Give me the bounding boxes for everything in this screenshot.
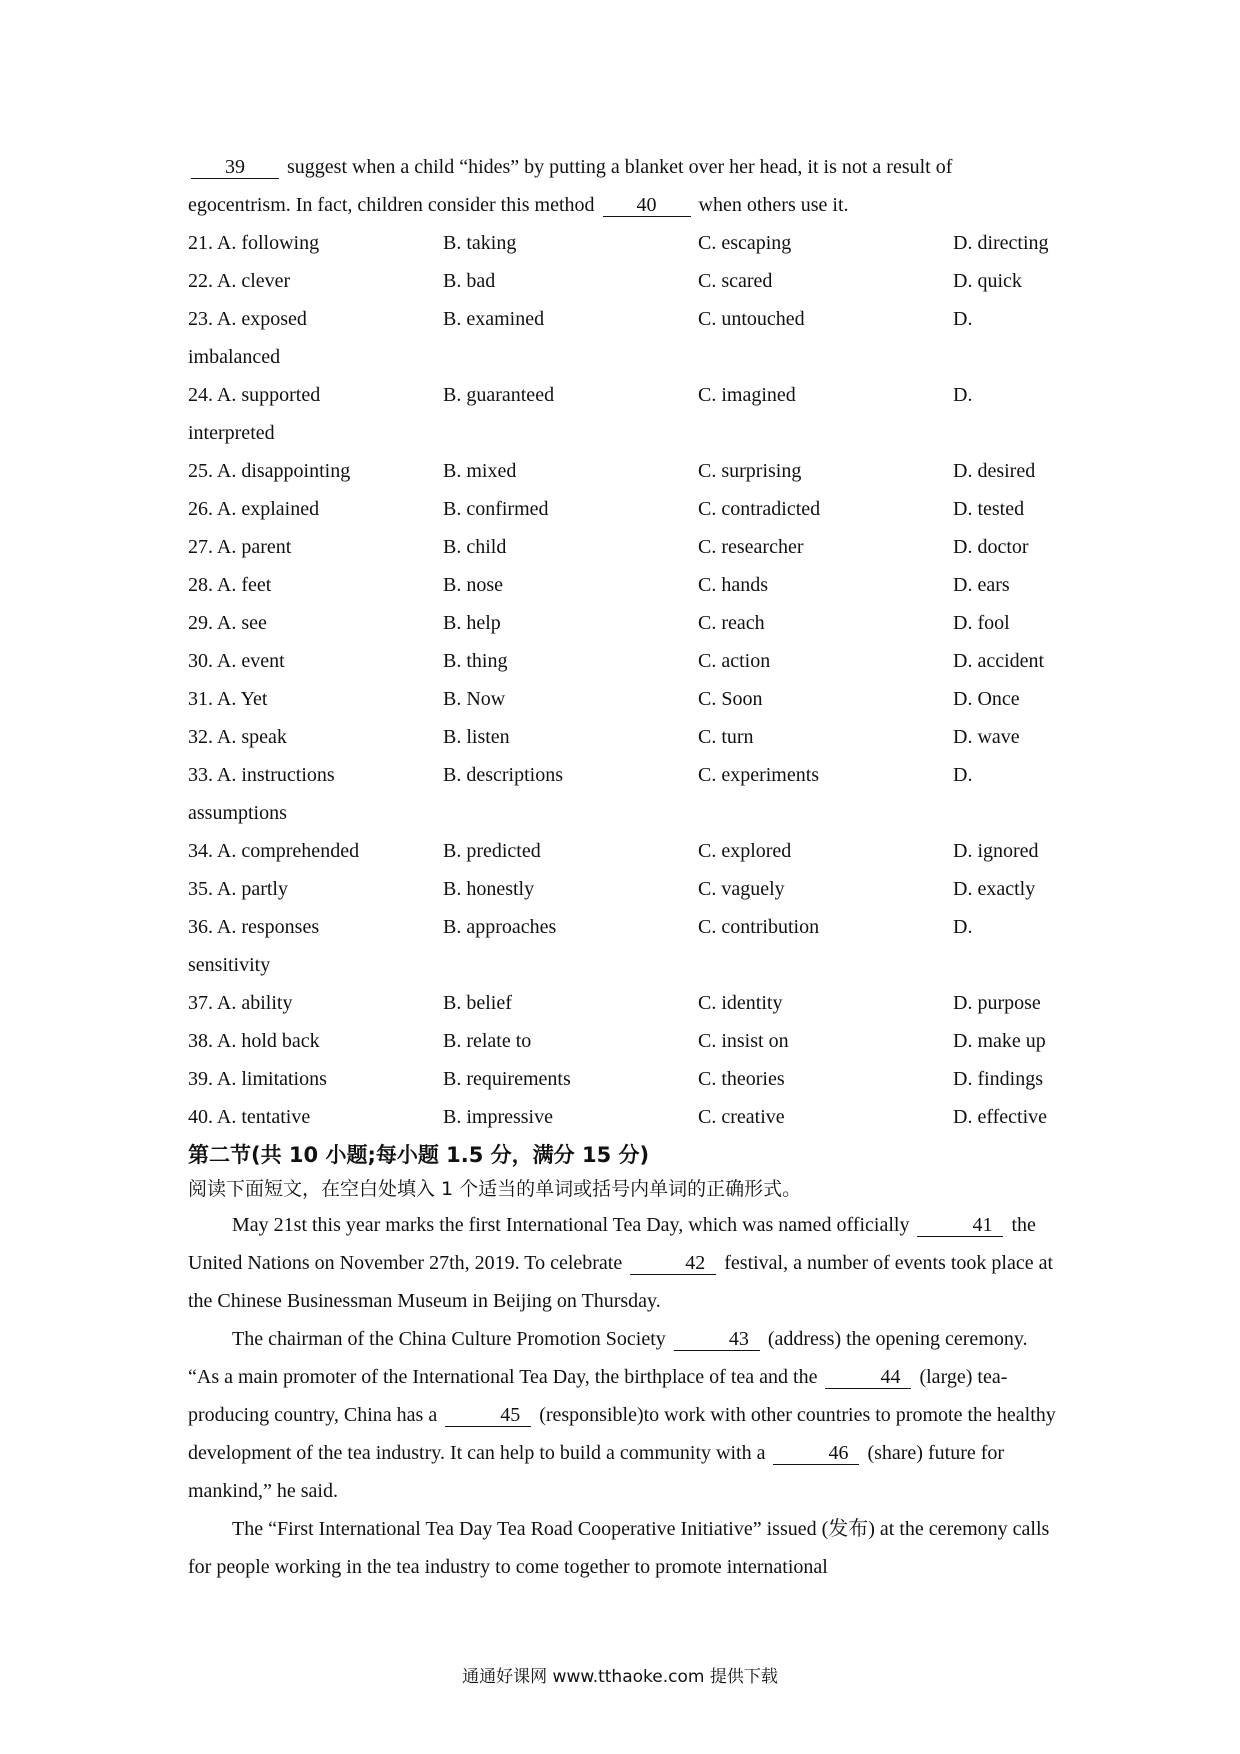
option-b: B. nose [443,574,503,596]
p3-text-1: The “First International Tea Day Tea Road Cooperative Initiative” issued (发布) at the ceremony calls for people working in the tea industry to come together to promote international [188,1518,1050,1578]
option-a: 28. A. feet [188,574,272,596]
option-row [188,832,1060,870]
option-row [188,680,1060,718]
option-c: C. researcher [698,536,804,558]
option-a: 40. A. tentative [188,1106,311,1128]
option-d: D. desired [953,460,1036,482]
blank-42: 42 [630,1252,716,1275]
option-c: C. insist on [698,1030,789,1052]
option-c: C. turn [698,726,754,748]
option-c: C. action [698,650,771,672]
option-b: B. guaranteed [443,384,555,406]
option-d: D. quick [953,270,1022,292]
option-row [188,262,1060,300]
option-b: B. examined [443,308,545,330]
option-b: B. requirements [443,1068,571,1090]
option-c: C. identity [698,992,783,1014]
blank-39: 39 [191,156,279,179]
option-d: D. [953,308,973,330]
page-footer: 通通好课网 www.tthaoke.com 提供下载 [462,1667,778,1687]
passage [188,1206,1060,1586]
option-c: C. vaguely [698,878,785,900]
option-d: D. exactly [953,878,1036,900]
option-d: D. [953,384,973,406]
option-a: 31. A. Yet [188,688,268,710]
option-row [188,376,1060,414]
option-a: 21. A. following [188,232,320,254]
p2-text-3: (large) tea-producing country, China has a [188,1366,1008,1426]
option-d: D. Once [953,688,1020,710]
options-list [188,224,1060,1136]
option-d: D. purpose [953,992,1041,1014]
p2-text-4: (responsible)to work with other countries to promote the healthy development of the tea industry. It can help to build a community with a [188,1404,1056,1464]
option-b: B. predicted [443,840,541,862]
option-c: C. theories [698,1068,785,1090]
option-c: C. hands [698,574,768,596]
option-row [188,224,1060,262]
option-a: 29. A. see [188,612,267,634]
option-b: B. listen [443,726,510,748]
option-row [188,452,1060,490]
p2-text-1: The chairman of the China Culture Promotion Society [232,1328,666,1350]
option-c: C. scared [698,270,773,292]
option-b: B. descriptions [443,764,563,786]
option-d: D. ears [953,574,1010,596]
option-a: 24. A. supported [188,384,321,406]
option-d-wrap: sensitivity [188,954,271,976]
option-row [188,1098,1060,1136]
option-b: B. Now [443,688,506,710]
option-c: C. experiments [698,764,820,786]
option-d: D. findings [953,1068,1043,1090]
intro-line2-after: when others use it. [698,194,849,216]
blank-46: 46 [773,1442,859,1465]
option-a: 39. A. limitations [188,1068,327,1090]
passage-paragraph-1 [188,1206,1060,1320]
option-d-wrap: imbalanced [188,346,281,368]
option-a: 33. A. instructions [188,764,335,786]
intro-line1: suggest when a child “hides” by putting a blanket over her head, it is not a result of [287,156,953,178]
option-c: C. untouched [698,308,805,330]
option-row [188,528,1060,566]
option-a: 22. A. clever [188,270,291,292]
exam-page [188,148,1060,1586]
option-d: D. accident [953,650,1045,672]
option-d: D. directing [953,232,1049,254]
option-c: C. explored [698,840,792,862]
option-row [188,300,1060,338]
option-row [188,604,1060,642]
option-b: B. impressive [443,1106,553,1128]
intro-paragraph [188,148,1060,224]
option-b: B. bad [443,270,496,292]
option-row [188,756,1060,794]
option-d-wrap: interpreted [188,422,275,444]
option-c: C. Soon [698,688,763,710]
option-a: 35. A. partly [188,878,288,900]
section-title: 第二节(共 10 小题;每小题 1.5 分，满分 15 分) [188,1143,650,1167]
option-d: D. tested [953,498,1025,520]
option-c: C. reach [698,612,765,634]
option-d: D. make up [953,1030,1046,1052]
p1-text-1: May 21st this year marks the first International Tea Day, which was named officially [232,1214,910,1236]
option-a: 27. A. parent [188,536,292,558]
option-d: D. effective [953,1106,1048,1128]
option-a: 30. A. event [188,650,285,672]
option-a: 37. A. ability [188,992,293,1014]
option-row [188,908,1060,946]
blank-41: 41 [917,1214,1003,1237]
option-b: B. relate to [443,1030,532,1052]
option-b: B. confirmed [443,498,549,520]
p2-text-2: (address) the opening ceremony. “As a main promoter of the International Tea Day, the birthplace of tea and the [188,1328,1028,1388]
option-a: 38. A. hold back [188,1030,320,1052]
option-d: D. doctor [953,536,1029,558]
option-row [188,642,1060,680]
blank-43: 43 [674,1328,760,1351]
option-b: B. thing [443,650,508,672]
option-d: D. [953,764,973,786]
intro-line2-before: egocentrism. In fact, children consider this method [188,194,595,216]
section-instruction: 阅读下面短文，在空白处填入 1 个适当的单词或括号内单词的正确形式。 [188,1178,802,1200]
option-d: D. fool [953,612,1010,634]
p1-text-2: the United Nations on November 27th, 2019. To celebrate [188,1214,1036,1274]
option-row [188,1060,1060,1098]
option-c: C. surprising [698,460,802,482]
option-row [188,566,1060,604]
option-row [188,870,1060,908]
blank-40: 40 [603,194,691,217]
option-b: B. taking [443,232,517,254]
option-a: 34. A. comprehended [188,840,360,862]
passage-paragraph-2 [188,1320,1060,1510]
option-b: B. help [443,612,501,634]
option-c: C. contradicted [698,498,821,520]
passage-paragraph-3 [188,1510,1060,1586]
blank-45: 45 [445,1404,531,1427]
option-d: D. wave [953,726,1020,748]
p2-text-5: (share) future for mankind,” he said. [188,1442,1005,1502]
option-b: B. child [443,536,507,558]
option-b: B. approaches [443,916,557,938]
option-c: C. creative [698,1106,785,1128]
option-row [188,984,1060,1022]
option-a: 26. A. explained [188,498,320,520]
p1-text-3: festival, a number of events took place at the Chinese Businessman Museum in Beijing on Thursday. [188,1252,1054,1312]
option-a: 32. A. speak [188,726,287,748]
option-a: 36. A. responses [188,916,320,938]
option-d: D. ignored [953,840,1039,862]
option-row [188,1022,1060,1060]
option-a: 25. A. disappointing [188,460,351,482]
option-d-wrap: assumptions [188,802,287,824]
blank-44: 44 [825,1366,911,1389]
option-d: D. [953,916,973,938]
option-c: C. contribution [698,916,820,938]
option-row [188,718,1060,756]
option-a: 23. A. exposed [188,308,307,330]
option-row [188,490,1060,528]
option-c: C. imagined [698,384,796,406]
option-b: B. honestly [443,878,535,900]
option-c: C. escaping [698,232,792,254]
option-b: B. belief [443,992,512,1014]
option-b: B. mixed [443,460,517,482]
